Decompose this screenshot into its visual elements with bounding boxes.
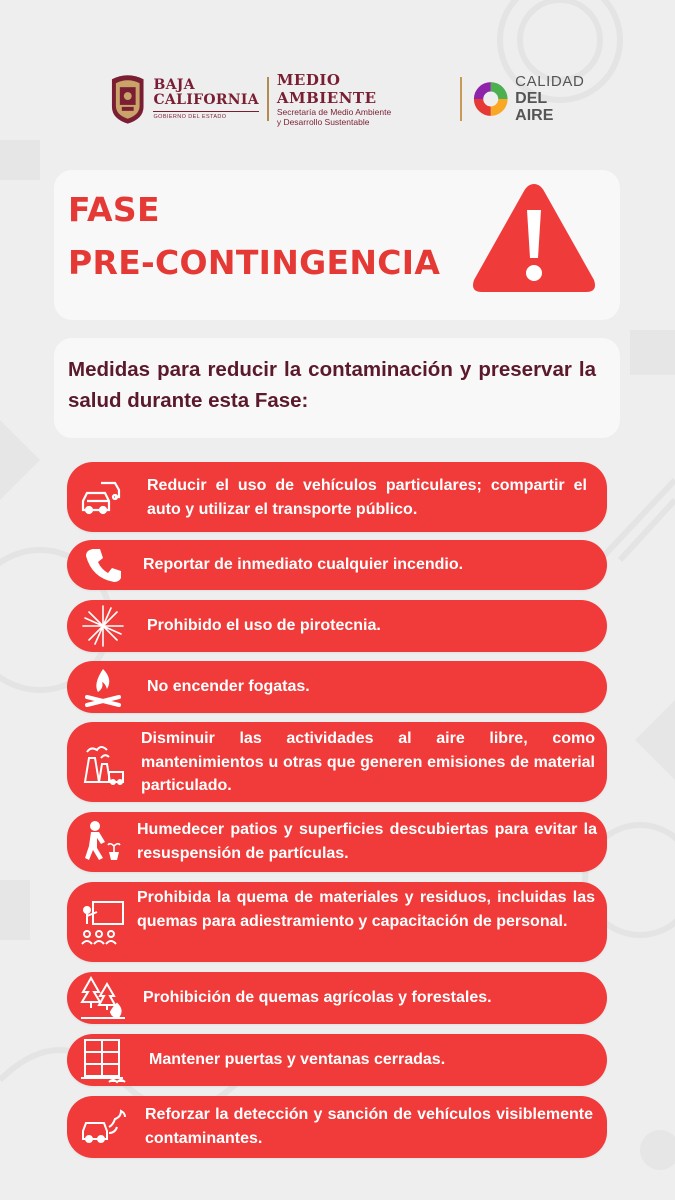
measure-item <box>67 722 607 802</box>
forest-fire-icon <box>79 974 127 1022</box>
title-line2: PRE-CONTINGENCIA <box>68 243 441 282</box>
measure-item <box>67 462 607 532</box>
campfire-icon <box>79 663 127 711</box>
header-divider <box>267 77 269 121</box>
measure-text: Reforzar la detección y sanción de vehículos visiblemente contaminantes. <box>145 1106 593 1147</box>
measure-item <box>67 1096 607 1158</box>
measure-text: Reducir el uso de vehículos particulares; compartir el auto y utilizar el transporte público. <box>147 477 587 518</box>
measure-item <box>67 882 607 962</box>
measure-item <box>67 972 607 1024</box>
measure-item <box>67 1034 607 1086</box>
measure-text: Prohibido el uso de pirotecnia. <box>147 617 381 634</box>
measure-item <box>67 600 607 652</box>
measure-text: Reportar de inmediato cualquier incendio. <box>143 556 464 573</box>
measure-item <box>67 540 607 590</box>
program-word2: DEL AIRE <box>515 90 554 124</box>
agency-sub2: y Desarrollo Sustentable <box>276 117 370 127</box>
measure-item <box>67 812 607 872</box>
measure-text: Prohibición de quemas agrícolas y forestales. <box>143 989 492 1006</box>
cars-icon <box>79 473 127 521</box>
phone-icon <box>79 541 127 589</box>
header-divider <box>460 77 462 121</box>
state-seal-icon <box>108 73 147 125</box>
measure-text: Disminuir las actividades al aire libre, como mantenimientos u otras que generen emisiones de material particulado. <box>141 730 595 794</box>
gov-line2: CALIFORNIA <box>153 92 259 108</box>
gov-line1: BAJA <box>153 77 195 93</box>
factory-icon <box>79 738 127 786</box>
measure-item <box>67 661 607 713</box>
watering-icon <box>79 818 127 866</box>
air-quality-logo-icon <box>472 80 509 118</box>
window-icon <box>79 1036 127 1084</box>
title-line1: FASE <box>68 190 160 229</box>
fireworks-icon <box>79 602 127 650</box>
subtitle: Medidas para reducir la contaminación y preservar la salud durante esta Fase: <box>68 358 596 412</box>
header-logos <box>108 70 588 128</box>
measure-text: No encender fogatas. <box>147 678 310 695</box>
gov-line3: GOBIERNO DEL ESTADO <box>153 111 258 120</box>
measure-text: Humedecer patios y superficies descubiertas para evitar la resuspensión de partículas. <box>137 821 597 862</box>
measure-text: Prohibida la quema de materiales y residuos, incluidas las quemas para adiestramiento y capacitación de personal. <box>137 889 595 930</box>
warning-icon <box>470 180 598 296</box>
agency-sub1: Secretaría de Medio Ambiente <box>276 107 392 117</box>
smoking-car-icon <box>79 1103 127 1151</box>
training-icon <box>79 898 127 946</box>
program-word1: CALIDAD <box>515 73 585 90</box>
agency-title: MEDIO AMBIENTE <box>276 71 377 107</box>
measure-text: Mantener puertas y ventanas cerradas. <box>149 1051 446 1068</box>
